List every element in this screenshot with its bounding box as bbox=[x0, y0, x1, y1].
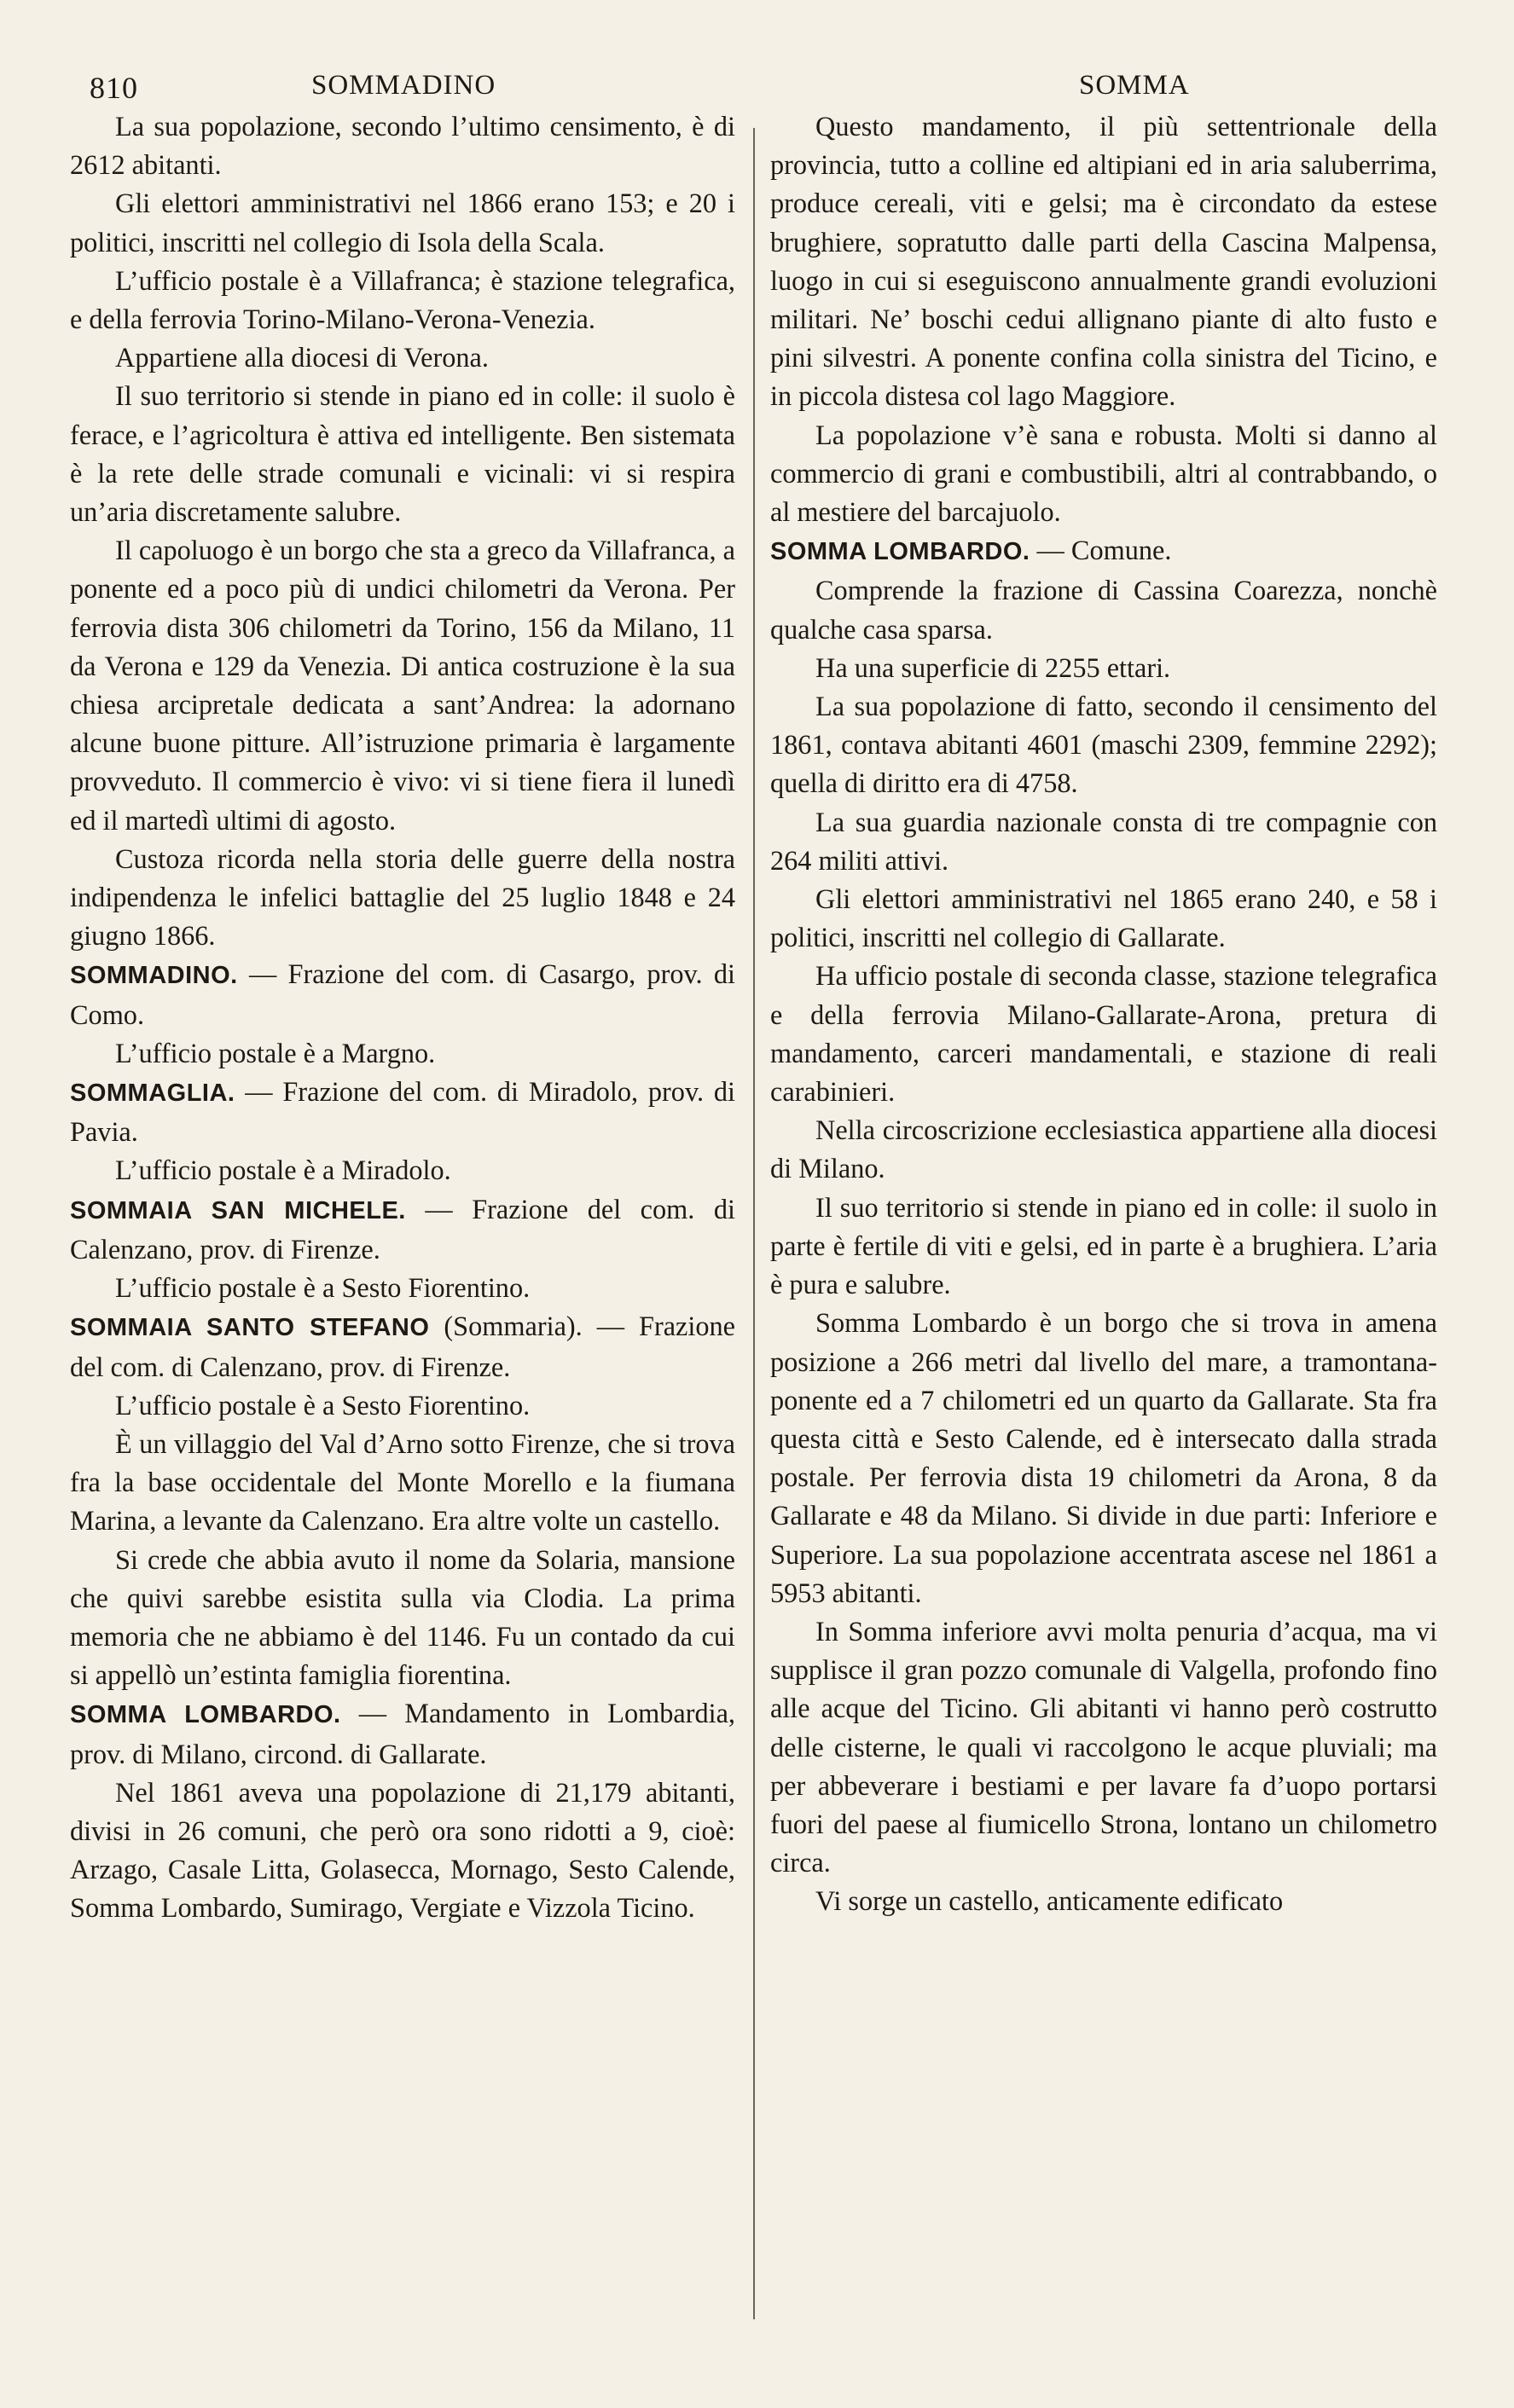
text-paragraph bbox=[70, 840, 735, 956]
paragraph-text: Si crede che abbia avuto il nome da Solaria, mansione che quivi sarebbe esistita sulla via Clodia. La prima memoria che ne abbiamo è del 1146. Fu un contado da cui si appellò un’estinta famiglia fiorentina. bbox=[70, 1543, 735, 1691]
text-paragraph bbox=[70, 1034, 735, 1073]
paragraph-text: (Sommaria). — Frazione del com. di Calenzano, prov. di Firenze. bbox=[70, 1311, 735, 1382]
paragraph-text: La popolazione v’è sana e robusta. Molti si danno al commercio di grani e combustibili, altri al contrabbando, o al mestiere del barcajuolo. bbox=[770, 419, 1437, 528]
entry-paragraph bbox=[70, 1694, 735, 1773]
paragraph-text: Il suo territorio si stende in piano ed in colle: il suolo è ferace, e l’agricoltura è attiva ed intelligente. Ben sistemata è la rete delle strade comunali e vicinali: vi si respira un’aria discretamente salubre. bbox=[70, 380, 735, 528]
text-paragraph bbox=[770, 880, 1437, 957]
left-column bbox=[70, 107, 735, 1928]
text-paragraph bbox=[70, 262, 735, 339]
text-paragraph bbox=[770, 416, 1437, 532]
page-number: 810 bbox=[90, 71, 138, 105]
text-paragraph bbox=[70, 339, 735, 377]
paragraph-text: L’ufficio postale è a Sesto Fiorentino. bbox=[115, 1389, 531, 1421]
text-paragraph bbox=[770, 1304, 1437, 1612]
paragraph-text: La sua popolazione di fatto, secondo il censimento del 1861, contava abitanti 4601 (maschi 2309, femmine 2292); quella di diritto era di 4758. bbox=[770, 691, 1437, 799]
paragraph-text: Vi sorge un castello, anticamente edificato bbox=[815, 1885, 1284, 1917]
paragraph-text: Nel 1861 aveva una popolazione di 21,179 abitanti, divisi in 26 comuni, che però ora sono ridotti a 9, cioè: Arzago, Casale Litta, Golasecca, Mornago, Sesto Calende, Somma Lombardo, Sumirago, Vergiate e Vizzola Ticino. bbox=[70, 1776, 735, 1924]
text-paragraph bbox=[70, 184, 735, 261]
paragraph-text: — Comune. bbox=[1030, 535, 1172, 566]
text-paragraph bbox=[770, 1189, 1437, 1305]
entry-headword: SOMMAIA SANTO STEFANO bbox=[70, 1314, 430, 1342]
paragraph-text: In Somma inferiore avvi molta penuria d’acqua, ma vi supplisce il gran pozzo comunale di Valgella, profondo fino alle acque del Ticino. Gli abitanti vi hanno però costrutto delle cisterne, le quali vi raccolgono le acque pluviali; ma per abbeverare i bestiami e per lavare fa d’uopo portarsi fuori del paese al fiumicello Strona, lontano un chilometro circa. bbox=[770, 1615, 1437, 1878]
text-paragraph bbox=[770, 803, 1437, 880]
entry-paragraph bbox=[70, 955, 735, 1033]
paragraph-text: Nella circoscrizione ecclesiastica appartiene alla diocesi di Milano. bbox=[770, 1114, 1437, 1184]
paragraph-text: Ha una superficie di 2255 ettari. bbox=[815, 651, 1171, 683]
paragraph-text: — Frazione del com. di Miradolo, prov. di Pavia. bbox=[70, 1076, 735, 1148]
text-paragraph bbox=[770, 571, 1437, 648]
right-column bbox=[770, 107, 1437, 1921]
text-paragraph bbox=[770, 1882, 1437, 1920]
text-paragraph bbox=[770, 649, 1437, 687]
text-paragraph bbox=[70, 107, 735, 184]
text-paragraph bbox=[770, 1612, 1437, 1882]
entry-headword: SOMMAIA SAN MICHELE. bbox=[70, 1196, 406, 1224]
paragraph-text: Il suo territorio si stende in piano ed in colle: il suolo in parte è fertile di viti e gelsi, ed in parte è a brughiera. L’aria è pura e salubre. bbox=[770, 1191, 1437, 1300]
paragraph-text: La sua popolazione, secondo l’ultimo censimento, è di 2612 abitanti. bbox=[70, 111, 735, 181]
text-paragraph bbox=[70, 377, 735, 531]
entry-headword: SOMMAGLIA. bbox=[70, 1080, 235, 1108]
right-running-head: SOMMA bbox=[1079, 70, 1190, 101]
paragraph-text: La sua guardia nazionale consta di tre compagnie con 264 militi attivi. bbox=[770, 806, 1437, 876]
paragraph-text: È un villaggio del Val d’Arno sotto Firenze, che si trova fra la base occidentale del Monte Morello e la fiumana Marina, a levante da Calenzano. Era altre volte un castello. bbox=[70, 1427, 735, 1537]
paragraph-text: L’ufficio postale è a Miradolo. bbox=[115, 1155, 451, 1186]
paragraph-text: Comprende la frazione di Cassina Coarezza, nonchè qualche casa sparsa. bbox=[770, 575, 1437, 645]
text-paragraph bbox=[70, 1386, 735, 1425]
paragraph-text: L’ufficio postale è a Margno. bbox=[115, 1037, 436, 1068]
paragraph-text: Questo mandamento, il più settentrionale della provincia, tutto a colline ed altipiani ed in aria saluberrima, produce cereali, viti e gelsi; ma è circondato da estese brughiere, sopratutto dalle parti della Cascina Malpensa, luogo in cui si eseguiscono annualmente grandi evoluzioni militari. Ne’ boschi cedui allignano piante di alto fusto e pini silvestri. A ponente confina colla sinistra del Ticino, e in piccola distesa col lago Maggiore. bbox=[770, 111, 1437, 412]
paragraph-text: Gli elettori amministrativi nel 1866 erano 153; e 20 i politici, inscritti nel collegio di Isola della Scala. bbox=[70, 188, 735, 258]
column-divider bbox=[753, 128, 755, 2319]
entry-paragraph bbox=[70, 1190, 735, 1269]
paragraph-text: L’ufficio postale è a Villafranca; è stazione telegrafica, e della ferrovia Torino-Milano-Verona-Venezia. bbox=[70, 264, 735, 335]
paragraph-text: Somma Lombardo è un borgo che si trova in amena posizione a 266 metri dal livello del mare, a tramontana-ponente ed a 7 chilometri ed un quarto da Gallarate. Sta fra questa città e Sesto Calende, ed è intersecato dalla strada postale. Per ferrovia dista 19 chilometri da Arona, 8 da Gallarate e 48 da Milano. Si divide in due parti: Inferiore e Superiore. La sua popolazione accentrata ascese nel 1861 a 5953 abitanti. bbox=[770, 1307, 1437, 1608]
paragraph-text: — Frazione del com. di Casargo, prov. di Como. bbox=[70, 958, 735, 1030]
paragraph-text: Custoza ricorda nella storia delle guerre della nostra indipendenza le infelici battaglie del 25 luglio 1848 e 24 giugno 1866. bbox=[70, 842, 735, 952]
text-paragraph bbox=[70, 1774, 735, 1928]
paragraph-text: Il capoluogo è un borgo che sta a greco da Villafranca, a ponente ed a poco più di undici chilometri da Verona. Per ferrovia dista 306 chilometri da Torino, 156 da Milano, 11 da Verona e 129 da Venezia. Di antica costruzione è la sua chiesa arcipretale dedicata a sant’Andrea: la adornano alcune buone pitture. All’istruzione primaria è largamente provveduto. Il commercio è vivo: vi si tiene fiera il lunedì ed il martedì ultimi di agosto. bbox=[70, 535, 735, 836]
entry-paragraph bbox=[70, 1307, 735, 1386]
text-paragraph bbox=[770, 687, 1437, 803]
entry-paragraph bbox=[70, 1073, 735, 1151]
paragraph-text: — Frazione del com. di Calenzano, prov. di Firenze. bbox=[70, 1193, 736, 1265]
entry-headword: SOMMA LOMBARDO. bbox=[770, 538, 1030, 566]
text-paragraph bbox=[770, 957, 1437, 1111]
text-paragraph bbox=[70, 1269, 735, 1307]
text-paragraph bbox=[770, 107, 1437, 416]
paragraph-text: Ha ufficio postale di seconda classe, stazione telegrafica e della ferrovia Milano-Gallarate-Arona, pretura di mandamento, carceri mandamentali, e stazione di reali carabinieri. bbox=[770, 960, 1437, 1108]
entry-headword: SOMMADINO. bbox=[70, 962, 238, 990]
text-paragraph bbox=[770, 1111, 1437, 1188]
paragraph-text: Appartiene alla diocesi di Verona. bbox=[115, 342, 489, 373]
entry-paragraph bbox=[770, 531, 1437, 571]
left-running-head: SOMMADINO bbox=[311, 70, 496, 101]
entry-headword: SOMMA LOMBARDO. bbox=[70, 1701, 341, 1729]
paragraph-text: L’ufficio postale è a Sesto Fiorentino. bbox=[115, 1272, 531, 1304]
text-paragraph bbox=[70, 1425, 735, 1541]
paragraph-text: Gli elettori amministrativi nel 1865 erano 240, e 58 i politici, inscritti nel collegio di Gallarate. bbox=[770, 883, 1437, 953]
text-paragraph bbox=[70, 531, 735, 840]
paragraph-text: — Mandamento in Lombardia, prov. di Milano, circond. di Gallarate. bbox=[70, 1698, 735, 1769]
text-paragraph bbox=[70, 1541, 735, 1695]
text-paragraph bbox=[70, 1151, 735, 1190]
